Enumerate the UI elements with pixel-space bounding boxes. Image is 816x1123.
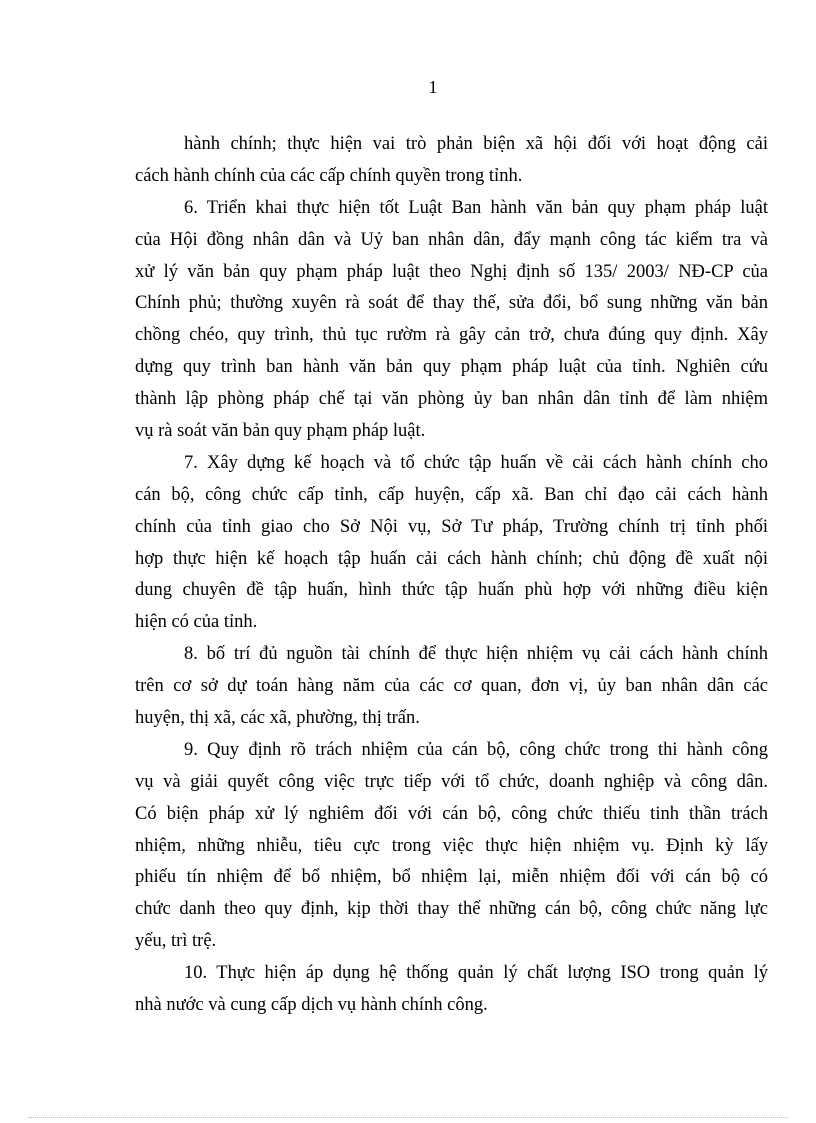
text-line: 8. bố trí đủ nguồn tài chính để thực hiện nhiệm vụ cải cách hành chính — [184, 644, 768, 665]
text-line: Có biện pháp xử lý nghiêm đối với cán bộ, công chức thiếu tinh thần trách — [135, 803, 768, 824]
text-line: vụ rà soát văn bản quy phạm pháp luật. — [135, 421, 426, 442]
text-line: chính của tỉnh giao cho Sở Nội vụ, Sở Tư pháp, Trường chính trị tỉnh phối — [135, 516, 768, 537]
text-line: cán bộ, công chức cấp tỉnh, cấp huyện, cấp xã. Ban chỉ đạo cải cách hành — [135, 484, 768, 505]
text-line: hành chính; thực hiện vai trò phản biện xã hội đối với hoạt động cải — [184, 134, 768, 154]
text-line: thành lập phòng pháp chế tại văn phòng ủy ban nhân dân tỉnh để làm nhiệm — [135, 389, 768, 410]
text-line: dung chuyên đề tập huấn, hình thức tập huấn phù hợp với những điều kiện — [135, 580, 768, 601]
text-line: 7. Xây dựng kế hoạch và tổ chức tập huấn về cải cách hành chính cho — [184, 452, 768, 473]
text-line: dựng quy trình ban hành văn bản quy phạm pháp luật của tỉnh. Nghiên cứu — [135, 357, 768, 378]
text-line: của Hội đồng nhân dân và Uỷ ban nhân dân, đẩy mạnh công tác kiểm tra và — [135, 229, 768, 250]
paragraph — [135, 193, 768, 448]
text-line: 9. Quy định rõ trách nhiệm của cán bộ, công chức trong thi hành công — [184, 739, 768, 760]
text-line: nhà nước và cung cấp dịch vụ hành chính công. — [135, 995, 488, 1016]
text-line: 6. Triển khai thực hiện tốt Luật Ban hành văn bản quy phạm pháp luật — [184, 197, 768, 218]
page-number: 1 — [428, 77, 438, 97]
text-line: nhiệm, những nhiễu, tiêu cực trong việc thực hiện nhiệm vụ. Định kỳ lấy — [135, 835, 768, 856]
text-line: Chính phủ; thường xuyên rà soát để thay thế, sửa đổi, bổ sung những văn bản — [135, 293, 768, 314]
text-line: chồng chéo, quy trình, thủ tục rườm rà gây cản trở, chưa đúng quy định. Xây — [135, 325, 768, 346]
paragraph — [135, 129, 768, 193]
text-line: hiện có của tỉnh. — [135, 612, 258, 633]
text-line: 10. Thực hiện áp dụng hệ thống quản lý chất lượng ISO trong quản lý — [184, 963, 768, 984]
paragraph — [135, 735, 768, 958]
paragraph — [135, 448, 768, 639]
text-line: huyện, thị xã, các xã, phường, thị trấn. — [135, 708, 420, 729]
text-line: hợp thực hiện kế hoạch tập huấn cải cách hành chính; chủ động đề xuất nội — [135, 548, 768, 569]
text-line: chức danh theo quy định, kịp thời thay thế những cán bộ, công chức năng lực — [135, 899, 768, 920]
document-body — [135, 129, 768, 1022]
text-line: phiếu tín nhiệm để bổ nhiệm, bổ nhiệm lại, miễn nhiệm đối với cán bộ có — [135, 867, 768, 888]
text-line: vụ và giải quyết công việc trực tiếp với tổ chức, doanh nghiệp và công dân. — [135, 771, 768, 792]
text-line: trên cơ sở dự toán hàng năm của các cơ quan, đơn vị, ủy ban nhân dân các — [135, 676, 768, 697]
text-line: yếu, trì trệ. — [135, 931, 217, 952]
paragraph — [135, 639, 768, 735]
paragraph — [135, 958, 768, 1022]
text-line: xử lý văn bản quy phạm pháp luật theo Nghị định số 135/ 2003/ NĐ-CP của — [135, 261, 768, 282]
page-bottom-divider — [28, 1117, 788, 1118]
text-line: cách hành chính của các cấp chính quyền trong tỉnh. — [135, 165, 523, 186]
